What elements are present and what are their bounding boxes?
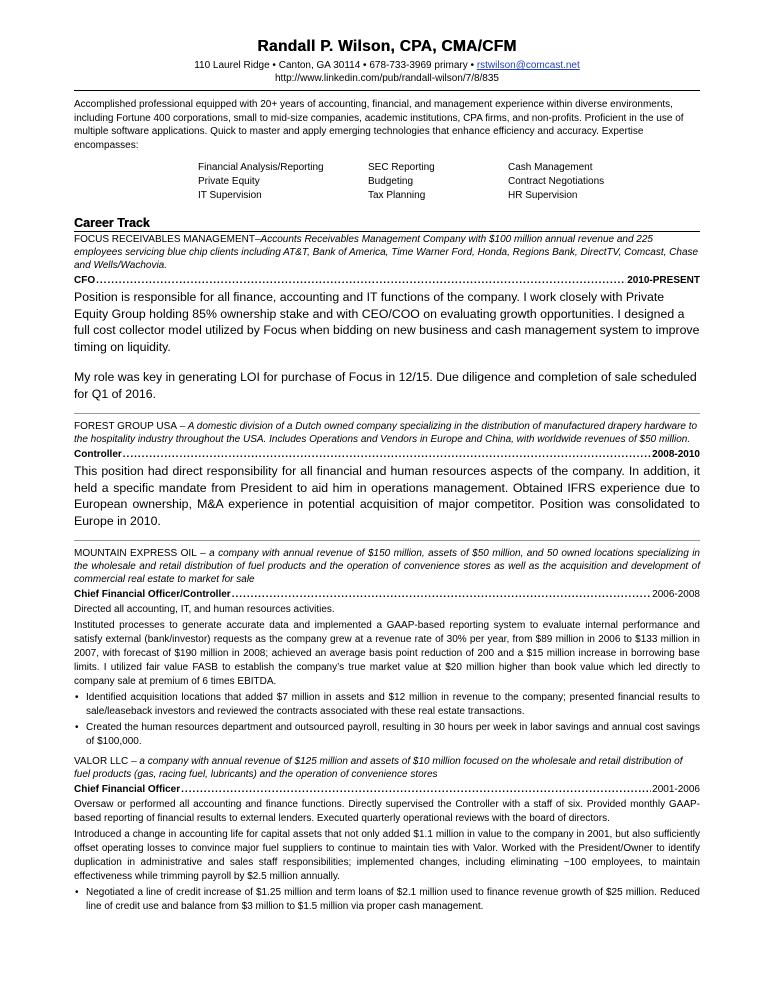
- job-description: This position had direct responsibility for all financial and human resources aspects of the company. In addition, it held a specific mandate from President to aid him in operations management. Obtained IFRS experience due to European ownership, M&A experience in potential acquisition of major competitor. Position was consolidated to Europe in 2010.: [74, 464, 700, 528]
- contact-line: [74, 59, 700, 72]
- section-divider: [74, 413, 700, 414]
- skill-item: Financial Analysis/Reporting: [198, 162, 324, 173]
- company-name: FOCUS RECEIVABLES MANAGEMENT: [74, 234, 255, 245]
- resume-page: [74, 38, 700, 916]
- skills-grid: [198, 161, 700, 203]
- skill-item: SEC Reporting: [368, 162, 435, 173]
- phone: 678-733-3969 primary: [369, 60, 468, 71]
- city-state-zip: Canton, GA 30114: [278, 60, 361, 71]
- job-title-line: [74, 274, 700, 287]
- achievement-list: [74, 886, 700, 914]
- header-rule: [74, 90, 700, 91]
- skill-item: Budgeting: [368, 176, 414, 187]
- job-title: Chief Financial Officer: [74, 784, 181, 795]
- achievement-list: [74, 691, 700, 749]
- company-focus: [74, 233, 700, 272]
- skill-item: Private Equity: [198, 176, 260, 187]
- skill-item: HR Supervision: [508, 190, 578, 201]
- company-mountain: [74, 547, 700, 586]
- company-blurb: – A domestic division of a Dutch owned company specializing in the distribution of manufactured drapery hardware to the hospitality industry throughout the USA. Includes Operations and Vendors in Europe and China, with worldwide revenues of $50 million.: [74, 421, 698, 445]
- job-description: Instituted processes to generate accurate data and implemented a GAAP-based reporting system to evaluate internal performance and satisfy external (bank/investor) requests as the company grew at a revenue rate of 30% per year, from $89 million in 2006 to $133 million in 2007, with forecast of $190 million in 2008; achieved an average basis point reduction of 200 and a $15 million increase in borrowing base limits. I utilized fair value FASB to establish the company’s true market value at $20 million higher than book value which led directly to company sale at premium of 6 times EBITDA.: [74, 620, 700, 687]
- company-blurb: – a company with annual revenue of $150 million, assets of $50 million, and 50 owned locations specializing in the wholesale and retail distribution of fuel products and the operation of convenience stores as well as the acquisition and development of commercial real estate to market for sale: [74, 548, 700, 585]
- job-title: Controller: [74, 449, 122, 460]
- achievement-item: • Negotiated a line of credit increase of $1.25 million and term loans of $2.1 million used to finance revenue growth of $25 million. Reduced line of credit use and balance from $3 million to $1.5 million via proper cash management.: [74, 886, 700, 914]
- job-description: Position is responsible for all finance, accounting and IT functions of the company. I work closely with Private Equity Group holding 85% ownership stake and with CEO/COO on evaluating growth opportunities. I designed a full cost collector model utilized by Focus when bidding on new business and cash management system to improve timing on liquidity.: [74, 290, 700, 354]
- summary-paragraph: Accomplished professional equipped with 20+ years of accounting, financial, and management experience within diverse environments, including Fortune 400 corporations, small to mid-size companies, academic institutions, CPA firms, and non-profits. Proficient in the use of multiple software applications. Quick to master and apply emerging technologies that enhance efficiency and accuracy. Expertise encompasses:: [74, 99, 684, 151]
- linkedin-url[interactable]: http://www.linkedin.com/pub/randall-wilson/7/8/835: [274, 73, 499, 84]
- leader-dots: [232, 588, 651, 601]
- company-name: MOUNTAIN EXPRESS OIL: [74, 548, 197, 559]
- candidate-name: Randall P. Wilson, CPA, CMA/CFM: [257, 38, 517, 55]
- company-name: FOREST GROUP USA: [74, 421, 177, 432]
- job-dates: 2006-2008: [652, 589, 700, 600]
- skill-item: Contract Negotiations: [508, 176, 605, 187]
- job-title: Chief Financial Officer/Controller: [74, 589, 231, 600]
- job-title-line: [74, 588, 700, 601]
- separator: •: [272, 60, 276, 71]
- skill-item: Tax Planning: [368, 190, 426, 201]
- achievement-item: • Created the human resources department and outsourced payroll, resulting in 30 hours per week in labor savings and annual cost savings of $100,000.: [74, 721, 700, 749]
- company-name: VALOR LLC: [74, 756, 129, 767]
- job-title-line: [74, 448, 700, 461]
- company-forest: [74, 420, 700, 446]
- job-dates: 2001-2006: [652, 784, 700, 795]
- leader-dots: [123, 448, 651, 461]
- career-track-heading: Career Track: [74, 216, 700, 232]
- job-description: Oversaw or performed all accounting and finance functions. Directly supervised the Controller with a staff of six. Provided monthly GAAP-based reporting of financial results to external lenders. Executed quarterly operational reviews with the board of directors.: [74, 799, 700, 824]
- company-blurb: – a company with annual revenue of $125 million and assets of $10 million focused on the wholesale and retail distribution of fuel products (gas, racing fuel, lubricants) and the operation of convenience stores: [74, 756, 683, 780]
- job-dates: 2008-2010: [652, 449, 700, 460]
- job-dates: 2010-PRESENT: [627, 275, 700, 286]
- job-description: Introduced a change in accounting life for capital assets that not only added $1.1 million in value to the company in 2001, but also sufficiently offset operating losses to convince major fuel suppliers to continue to maintain ties with Valor. Worked with the President/Owner to identify duplication in administrative and sales staff responsibilities; implemented changes, including eliminating ~100 employees, to maintain effectiveness while trimming payroll by $2.5 million annually.: [74, 829, 700, 882]
- job-title: CFO: [74, 275, 96, 286]
- section-divider: [74, 540, 700, 541]
- achievement-item: • Identified acquisition locations that added $7 million in assets and $12 million in revenue to the company; presented financial results to sale/leaseback investors and reviewed the contracts associated with these real estate transactions.: [74, 691, 700, 719]
- company-valor: [74, 755, 700, 781]
- job-description: My role was key in generating LOI for purchase of Focus in 12/15. Due diligence and completion of sale scheduled for Q1 of 2016.: [74, 370, 697, 401]
- job-title-line: [74, 783, 700, 796]
- address: 110 Laurel Ridge: [194, 60, 270, 71]
- job-description: Directed all accounting, IT, and human resources activities.: [74, 604, 335, 615]
- leader-dots: [181, 783, 651, 796]
- separator: •: [470, 60, 475, 71]
- skill-item: Cash Management: [508, 162, 593, 173]
- company-blurb: –Accounts Receivables Management Company with $100 million annual revenue and 225 employees servicing blue chip clients including AT&T, Bank of America, Time Warner Ford, Honda, Regions Bank, DirectTV, Comcast, Chase and Wells/Wachovia.: [74, 234, 699, 271]
- leader-dots: [96, 274, 626, 287]
- email-link[interactable]: rstwilson@comcast.net: [476, 60, 580, 71]
- skill-item: IT Supervision: [198, 190, 262, 201]
- separator: •: [363, 60, 367, 71]
